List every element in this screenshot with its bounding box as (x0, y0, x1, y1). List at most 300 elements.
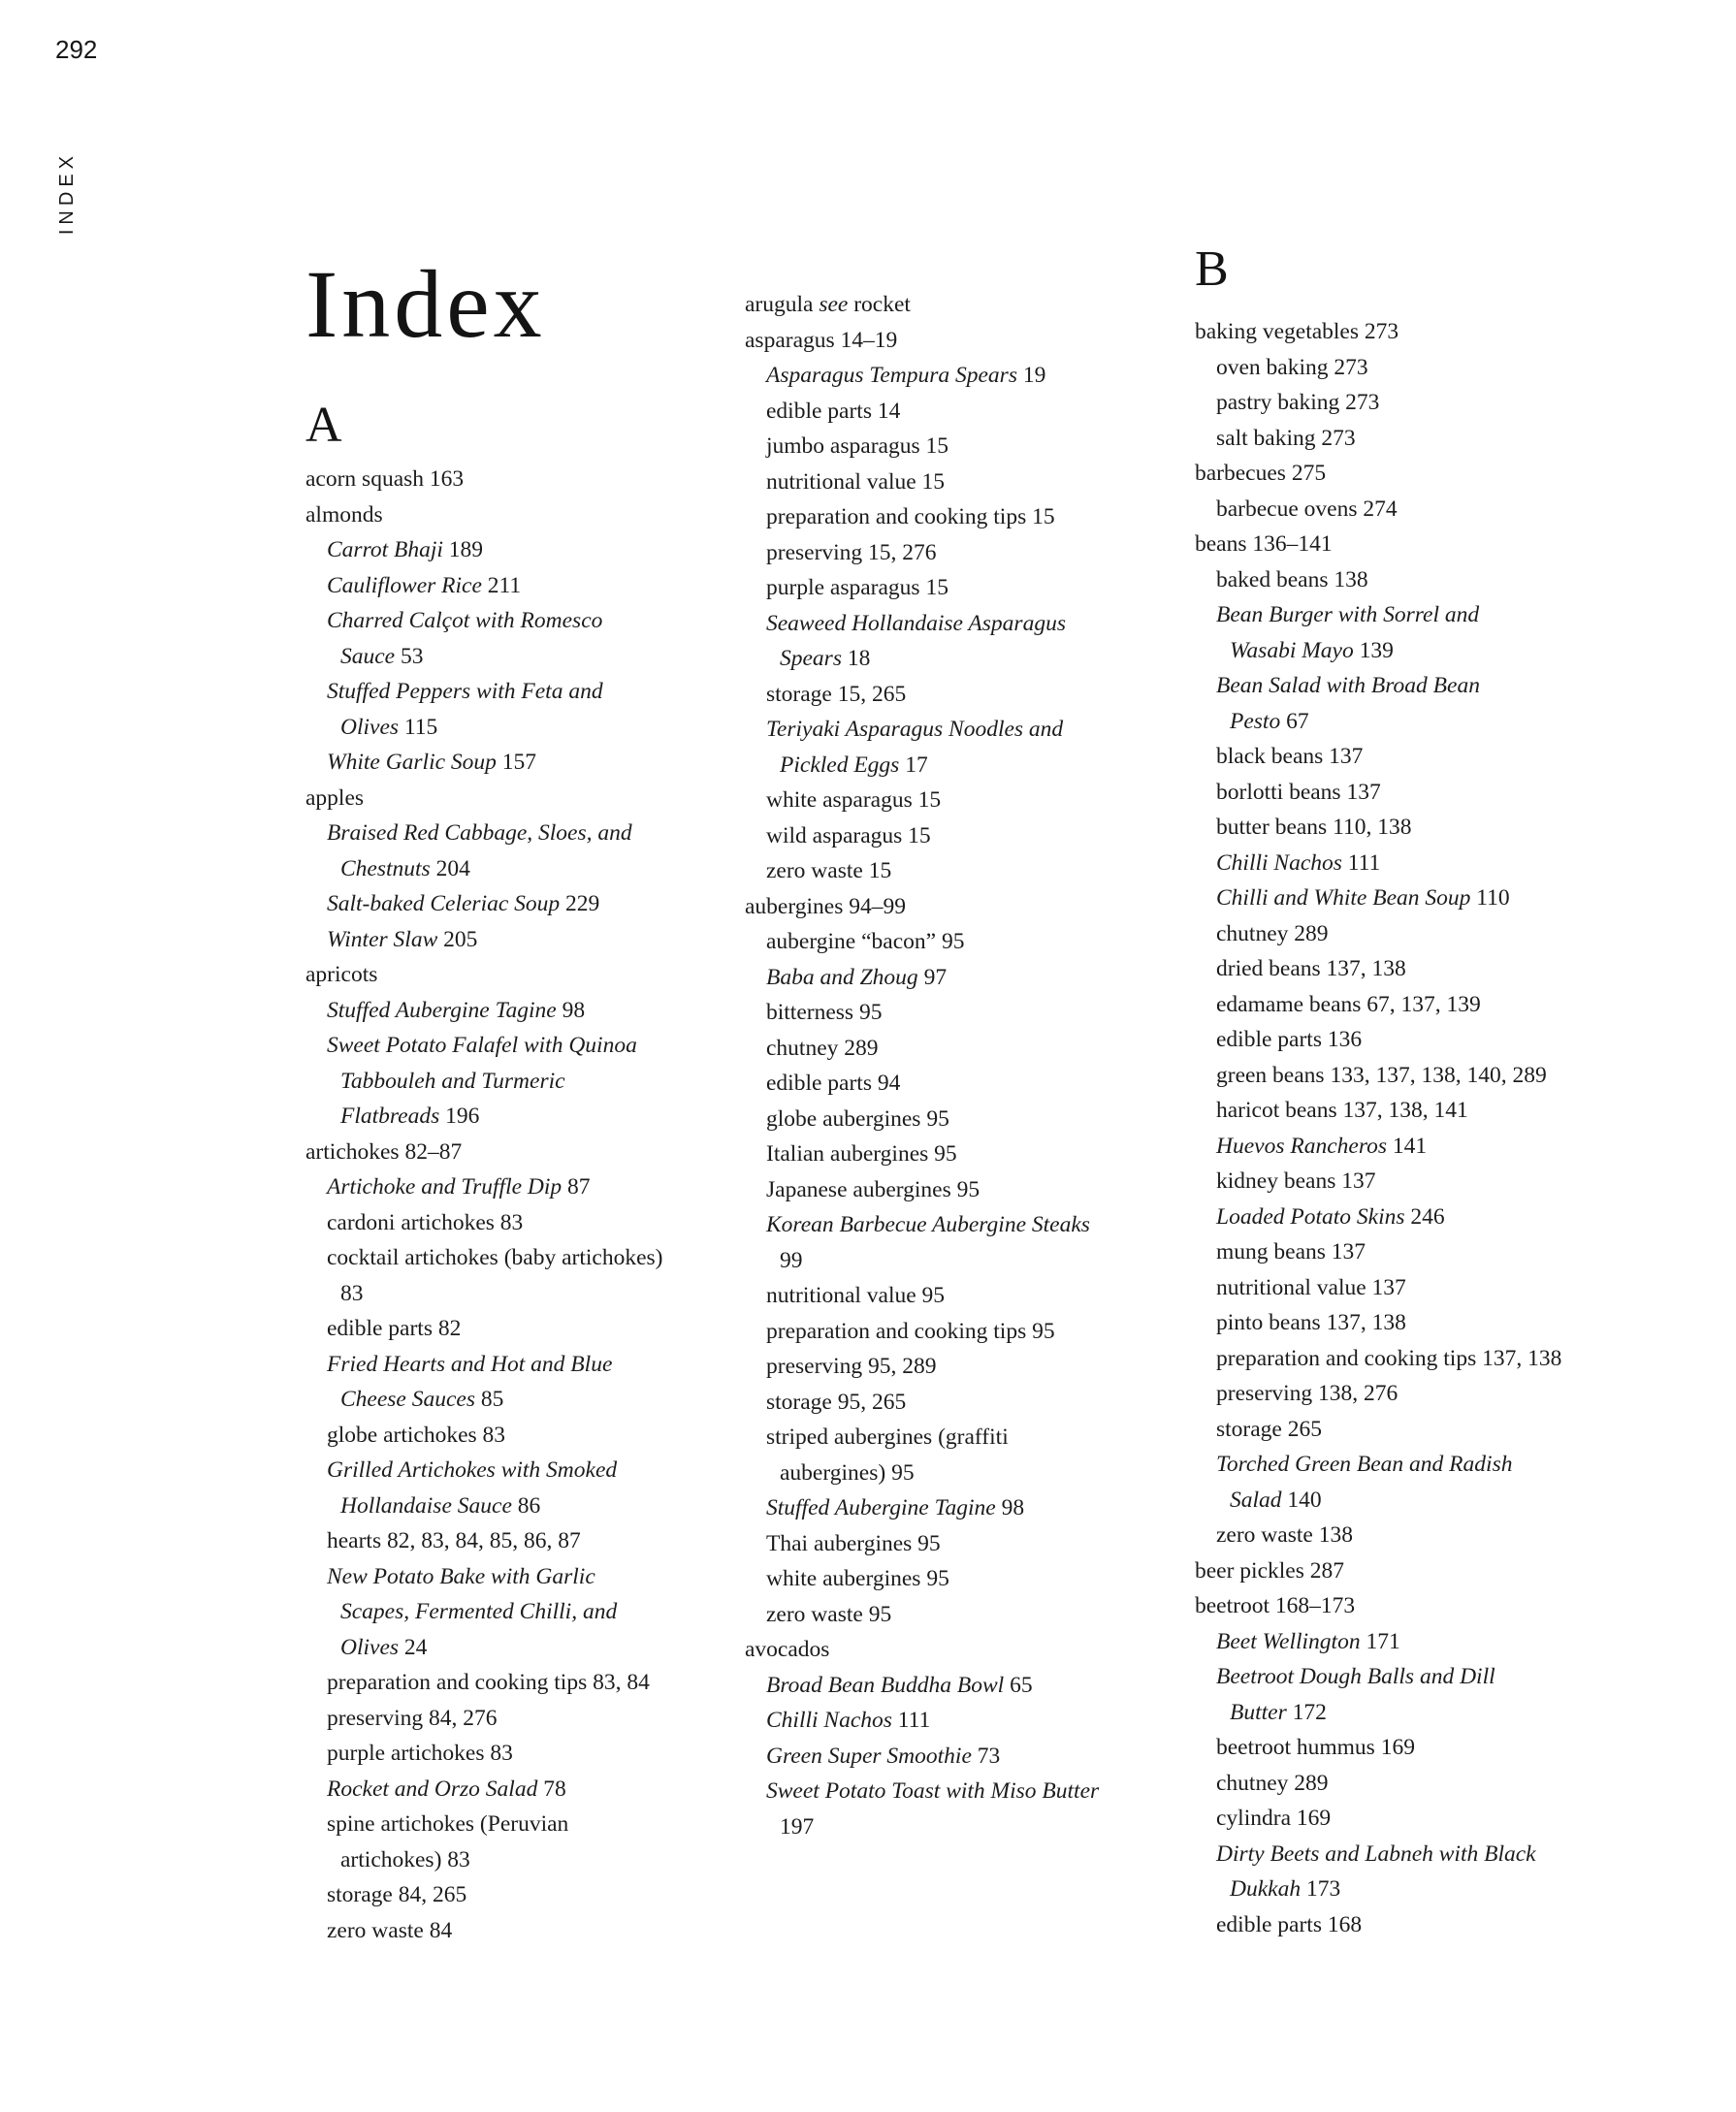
index-entry-line (1195, 1659, 1646, 1695)
entry-text-italic: Torched Green Bean and Radish (1216, 1452, 1513, 1477)
index-entry-line (1195, 492, 1646, 528)
entry-text-italic: Pesto (1230, 708, 1281, 734)
entry-text: avocados (745, 1637, 830, 1662)
entry-text: zero waste 95 (766, 1601, 892, 1627)
entry-text: 171 (1360, 1628, 1400, 1654)
entry-text-italic: Wasabi Mayo (1230, 637, 1354, 663)
index-entry-line (305, 532, 742, 568)
entry-text: preparation and cooking tips 137, 138 (1216, 1345, 1562, 1371)
index-entry-line (1195, 350, 1646, 386)
entry-text: Italian aubergines 95 (766, 1141, 957, 1167)
index-entry-line (745, 1066, 1181, 1102)
index-entry-line (745, 1207, 1181, 1243)
index-entry-line (305, 922, 742, 958)
index-entry-line (1195, 1907, 1646, 1943)
index-entry-line (305, 781, 742, 816)
index-entry-line (1195, 456, 1646, 492)
entry-text-italic: Loaded Potato Skins (1216, 1203, 1405, 1230)
index-entry-line (745, 499, 1181, 535)
index-entry-line (1195, 846, 1646, 881)
index-entry-line (1195, 1588, 1646, 1624)
index-entry-line (305, 639, 742, 675)
index-entry-line (1195, 421, 1646, 457)
index-entry-line (1195, 1058, 1646, 1094)
page-title: Index (305, 250, 546, 358)
index-entry-line (305, 497, 742, 533)
entry-text: storage 95, 265 (766, 1389, 907, 1415)
entry-text: 205 (437, 926, 478, 952)
index-entry-line (745, 712, 1181, 748)
entry-text-italic: Sweet Potato Toast with Miso Butter (766, 1778, 1100, 1804)
index-entry-line (1195, 1801, 1646, 1837)
entry-text: beans 136–141 (1195, 531, 1333, 557)
entry-text: striped aubergines (graffiti (766, 1424, 1009, 1450)
entry-text: 99 (780, 1247, 803, 1273)
index-entry-line (305, 674, 742, 710)
entry-text: zero waste 84 (327, 1917, 453, 1943)
index-entry-line (305, 1488, 742, 1524)
index-entry-line (305, 886, 742, 922)
entry-text: almonds (305, 501, 383, 528)
entry-text: preparation and cooking tips 83, 84 (327, 1670, 650, 1695)
entry-text-italic: Stuffed Aubergine Tagine (327, 997, 557, 1023)
entry-text: 139 (1353, 637, 1394, 663)
index-entry-line (1195, 1624, 1646, 1660)
entry-text: white asparagus 15 (766, 787, 942, 813)
index-entry-line (305, 1382, 742, 1418)
entry-text: jumbo asparagus 15 (766, 433, 948, 459)
index-entry-line (745, 1668, 1181, 1704)
index-entry-line (745, 1703, 1181, 1739)
entry-text: preserving 95, 289 (766, 1354, 937, 1379)
entry-text: haricot beans 137, 138, 141 (1216, 1098, 1468, 1123)
entry-text: 229 (560, 891, 600, 916)
index-entry-line (1195, 1447, 1646, 1483)
index-entry-line (305, 1205, 742, 1241)
index-entry-line (745, 1278, 1181, 1314)
entry-text: 24 (399, 1634, 428, 1660)
index-column-3 (1195, 241, 1646, 1942)
entry-text: cocktail artichokes (baby artichokes) (327, 1245, 663, 1270)
entry-text: 211 (481, 572, 522, 598)
entry-text: globe artichokes 83 (327, 1422, 506, 1448)
index-entry-line (745, 677, 1181, 713)
index-column-2 (745, 287, 1181, 1844)
entry-text: dried beans 137, 138 (1216, 956, 1406, 981)
entry-text: 19 (1016, 363, 1046, 388)
index-entry-line (1195, 633, 1646, 669)
index-entry-line (745, 1172, 1181, 1208)
entry-text-italic: White Garlic Soup (327, 750, 497, 775)
index-entry-line (1195, 597, 1646, 633)
entry-text-italic: Carrot Bhaji (327, 537, 443, 562)
index-entry-line (1195, 951, 1646, 987)
index-entry-line (1195, 1093, 1646, 1129)
entry-text: cardoni artichokes 83 (327, 1209, 524, 1235)
index-entry-line (1195, 1200, 1646, 1235)
section-letter-a: A (305, 398, 342, 453)
index-entry-line (1195, 1518, 1646, 1553)
index-entry-line (1195, 1483, 1646, 1519)
index-entry-line (745, 1739, 1181, 1775)
entry-text-italic: Rocket and Orzo Salad (327, 1776, 538, 1802)
entry-text: edible parts 14 (766, 398, 901, 424)
entry-text-italic: Chestnuts (340, 855, 431, 881)
index-entry-line (745, 818, 1181, 854)
entry-text: kidney beans 137 (1216, 1168, 1376, 1194)
entry-text: mung beans 137 (1216, 1239, 1366, 1264)
index-entry-line (745, 1597, 1181, 1633)
index-entry-line (305, 1877, 742, 1913)
index-entry-line (1195, 987, 1646, 1023)
index-entry-line (745, 1136, 1181, 1172)
entry-text: white aubergines 95 (766, 1566, 949, 1591)
index-entry-line (745, 960, 1181, 996)
entry-text-italic: Beetroot Dough Balls and Dill (1216, 1664, 1495, 1689)
entry-text-italic: Dirty Beets and Labneh with Black (1216, 1840, 1536, 1867)
entry-text: 204 (430, 855, 470, 881)
index-entry-line (305, 1418, 742, 1454)
index-entry-line (305, 1772, 742, 1808)
entry-text-italic: Teriyaki Asparagus Noodles and (766, 717, 1064, 742)
entry-text: black beans 137 (1216, 744, 1364, 769)
index-entry-line (305, 1169, 742, 1205)
entry-text: nutritional value 15 (766, 468, 946, 495)
entry-text: pinto beans 137, 138 (1216, 1310, 1406, 1335)
entry-text: 78 (537, 1776, 566, 1802)
entry-text: rocket (848, 292, 911, 317)
index-entry-line (305, 1559, 742, 1595)
entry-text: pastry baking 273 (1216, 390, 1380, 415)
index-entry-line (305, 1594, 742, 1630)
entry-text-italic: Asparagus Tempura Spears (766, 363, 1017, 388)
entry-text: 85 (475, 1387, 504, 1412)
index-entry-line (745, 853, 1181, 889)
index-entry-line (745, 535, 1181, 571)
entry-text: hearts 82, 83, 84, 85, 86, 87 (327, 1528, 581, 1553)
entry-text-italic: Fried Hearts and Hot and Blue (327, 1351, 613, 1377)
entry-text-italic: Chilli Nachos (766, 1708, 892, 1733)
entry-text: wild asparagus 15 (766, 822, 931, 848)
entry-text: 172 (1286, 1699, 1327, 1725)
entry-text: Japanese aubergines 95 (766, 1176, 981, 1202)
index-entry-line (745, 287, 1181, 323)
index-entry-line (305, 957, 742, 993)
entry-text-italic: Dukkah (1230, 1876, 1302, 1902)
entry-text: purple artichokes 83 (327, 1741, 513, 1766)
entry-text-italic: Hollandaise Sauce (340, 1492, 512, 1519)
entry-text-italic: Olives (340, 714, 400, 740)
entry-text: storage 84, 265 (327, 1882, 467, 1907)
index-entry-line (745, 1031, 1181, 1067)
entry-text: apples (305, 784, 365, 811)
index-entry-line (745, 889, 1181, 925)
index-entry-line (305, 1311, 742, 1347)
entry-text: aubergines) 95 (780, 1459, 915, 1486)
entry-text: oven baking 273 (1216, 354, 1368, 380)
index-entry-line (305, 1842, 742, 1878)
entry-text: storage 15, 265 (766, 681, 907, 707)
index-entry-line (745, 1314, 1181, 1350)
index-entry-line (305, 1701, 742, 1737)
index-entry-line (1195, 1376, 1646, 1412)
entry-text: preserving 138, 276 (1216, 1381, 1398, 1406)
index-entry-line (1195, 668, 1646, 704)
index-entry-line (305, 1347, 742, 1383)
entry-text-italic: Seaweed Hollandaise Asparagus (766, 610, 1066, 636)
index-entry-line (1195, 562, 1646, 598)
index-entry-line (1195, 1730, 1646, 1766)
index-entry-line (1195, 1553, 1646, 1589)
entry-text: arugula (745, 292, 820, 317)
entry-text: 111 (891, 1708, 931, 1733)
entry-text: 173 (1301, 1876, 1341, 1902)
index-entry-line (745, 358, 1181, 394)
entry-text-italic: Chilli Nachos (1216, 849, 1342, 876)
entry-text: 87 (562, 1174, 591, 1200)
entry-text: chutney 289 (1216, 1770, 1329, 1796)
entry-text: preparation and cooking tips 95 (766, 1318, 1055, 1344)
entry-text: 73 (971, 1743, 1001, 1769)
entry-text: 140 (1281, 1487, 1322, 1513)
entry-text-italic: Bean Burger with Sorrel and (1216, 602, 1480, 627)
index-entry-line (745, 1349, 1181, 1385)
index-entry-line (305, 851, 742, 887)
entry-text: 115 (399, 714, 438, 740)
entry-text: 141 (1387, 1133, 1428, 1159)
entry-text: nutritional value 95 (766, 1283, 946, 1308)
entry-text-italic: Flatbreads (340, 1104, 440, 1129)
index-entry-line (305, 1523, 742, 1559)
entry-text-italic: Salt-baked Celeriac Soup (327, 891, 561, 916)
index-entry-line (305, 993, 742, 1029)
entry-text-italic: Sauce (340, 643, 396, 669)
entry-text-italic: Butter (1230, 1699, 1287, 1725)
entry-text: butter beans 110, 138 (1216, 815, 1412, 840)
index-entry-line (745, 1526, 1181, 1562)
index-entry-line (745, 570, 1181, 606)
entry-text-italic: Chilli and White Bean Soup (1216, 885, 1471, 911)
entry-text: salt baking 273 (1216, 425, 1356, 451)
entry-text-italic: Spears (780, 646, 842, 671)
index-entry-line (1195, 1234, 1646, 1270)
index-entry-line (745, 641, 1181, 677)
entry-text: artichokes 82–87 (305, 1138, 463, 1165)
entry-text: beetroot 168–173 (1195, 1593, 1356, 1618)
entry-text-italic: Cauliflower Rice (327, 572, 482, 598)
index-entry-line (305, 1099, 742, 1135)
entry-text: storage 265 (1216, 1416, 1322, 1442)
index-column-1 (305, 250, 742, 1948)
entry-text-italic: Charred Calçot with Romesco (327, 608, 603, 633)
entry-text-italic: New Potato Bake with Garlic (327, 1563, 595, 1589)
index-entry-line (305, 745, 742, 781)
entry-text-italic: Scapes, Fermented Chilli, and (340, 1599, 618, 1624)
entry-text-italic: Salad (1230, 1487, 1282, 1513)
entry-text: preserving 15, 276 (766, 539, 937, 565)
entry-text: green beans 133, 137, 138, 140, 289 (1216, 1062, 1547, 1088)
entry-text: preparation and cooking tips 15 (766, 504, 1055, 529)
entry-text: 53 (395, 643, 424, 669)
page-number: 292 (55, 35, 98, 64)
index-entry-line (745, 1809, 1181, 1845)
entry-text-italic: Stuffed Aubergine Tagine (766, 1495, 996, 1520)
entry-text: acorn squash 163 (305, 466, 465, 492)
entry-text: 98 (556, 997, 586, 1023)
entry-text-italic: Braised Red Cabbage, Sloes, and (327, 820, 632, 846)
entry-text: 157 (496, 750, 537, 775)
entry-text: spine artichokes (Peruvian (327, 1811, 569, 1837)
index-entry-line (745, 995, 1181, 1031)
entry-text-italic: Broad Bean Buddha Bowl (766, 1672, 1005, 1698)
entries-col-1 (305, 462, 742, 1948)
index-entry-line (1195, 916, 1646, 952)
entry-text: baked beans 138 (1216, 566, 1368, 592)
index-entry-line (305, 1453, 742, 1488)
index-entry-line (305, 1135, 742, 1170)
index-entry-line (305, 1807, 742, 1842)
entry-text: edible parts 82 (327, 1316, 462, 1341)
index-entry-line (1195, 704, 1646, 740)
index-entry-line (1195, 1305, 1646, 1341)
entry-text-italic: Korean Barbecue Aubergine Steaks (766, 1212, 1090, 1237)
index-entry-line (1195, 1412, 1646, 1448)
entry-text: baking vegetables 273 (1195, 319, 1399, 344)
entry-text: cylindra 169 (1216, 1806, 1332, 1831)
entry-text: edible parts 94 (766, 1071, 901, 1096)
entry-text: 246 (1404, 1203, 1445, 1230)
section-letter-b: B (1195, 241, 1229, 297)
entry-text: zero waste 138 (1216, 1522, 1353, 1548)
entries-col-3 (1195, 314, 1646, 1942)
index-side-label: INDEX (56, 151, 78, 236)
entry-text: 83 (340, 1280, 364, 1306)
index-entry-line (745, 1561, 1181, 1597)
index-entry-line (745, 394, 1181, 430)
index-entry-line (305, 1913, 742, 1949)
entry-text-italic: Olives (340, 1634, 400, 1660)
index-entry-line (745, 924, 1181, 960)
index-entry-line (745, 1456, 1181, 1491)
entry-text: borlotti beans 137 (1216, 779, 1381, 805)
entry-text: 197 (780, 1813, 815, 1840)
entry-text: edible parts 136 (1216, 1027, 1363, 1052)
entry-text-italic: Tabbouleh and Turmeric (340, 1068, 565, 1094)
entry-text: zero waste 15 (766, 858, 892, 883)
entry-text: 65 (1004, 1672, 1033, 1698)
index-entry-line (305, 568, 742, 604)
index-entry-line (1195, 1270, 1646, 1306)
entry-text: apricots (305, 962, 378, 987)
index-entry-line (305, 1276, 742, 1312)
entry-text: 110 (1470, 885, 1510, 911)
index-entry-line (745, 1102, 1181, 1137)
entry-text: barbecue ovens 274 (1216, 496, 1398, 522)
index-entry-line (745, 606, 1181, 642)
index-entry-line (745, 429, 1181, 464)
index-entry-line (745, 1632, 1181, 1668)
entry-text-italic: Artichoke and Truffle Dip (327, 1174, 563, 1200)
index-entry-line (305, 603, 742, 639)
entry-text-italic: Grilled Artichokes with Smoked (327, 1457, 618, 1483)
index-entry-line (1195, 880, 1646, 916)
index-entry-line (1195, 1872, 1646, 1907)
entries-col-2 (745, 287, 1181, 1844)
entry-text: globe aubergines 95 (766, 1105, 949, 1132)
entry-text: barbecues 275 (1195, 461, 1327, 486)
entry-text: edamame beans 67, 137, 139 (1216, 991, 1481, 1017)
entry-text-italic: Cheese Sauces (340, 1387, 475, 1412)
index-entry-line (745, 1774, 1181, 1809)
entry-text-italic: Green Super Smoothie (766, 1743, 972, 1769)
index-entry-line (745, 1385, 1181, 1421)
entry-text: 86 (511, 1492, 541, 1519)
entry-text-italic: Huevos Rancheros (1216, 1133, 1387, 1159)
entry-text: edible parts 168 (1216, 1911, 1363, 1937)
index-entry-line (1195, 527, 1646, 562)
entry-text: chutney 289 (766, 1035, 879, 1061)
entry-text: 196 (439, 1104, 480, 1129)
entry-text: bitterness 95 (766, 1000, 883, 1025)
index-entry-line (1195, 1695, 1646, 1731)
index-entry-line (305, 1028, 742, 1064)
index-entry-line (1195, 1129, 1646, 1165)
index-entry-line (305, 1240, 742, 1276)
index-entry-line (1195, 314, 1646, 350)
index-entry-line (745, 464, 1181, 500)
index-entry-line (745, 1243, 1181, 1279)
entry-text-italic: Bean Salad with Broad Bean (1216, 673, 1480, 698)
index-entry-line (1195, 1766, 1646, 1802)
entry-text: aubergine “bacon” 95 (766, 929, 965, 954)
entry-text: preserving 84, 276 (327, 1705, 498, 1731)
entry-text-italic: Beet Wellington (1216, 1628, 1361, 1654)
entry-text-italic: Winter Slaw (327, 926, 438, 952)
index-entry-line (1195, 739, 1646, 775)
index-entry-line (305, 1736, 742, 1772)
entry-text: 18 (841, 646, 871, 671)
entry-text: artichokes) 83 (340, 1846, 470, 1872)
index-entry-line (1195, 385, 1646, 421)
entry-text: 189 (442, 537, 484, 562)
index-entry-line (305, 1665, 742, 1701)
index-entry-line (305, 1064, 742, 1100)
index-entry-line (745, 1490, 1181, 1526)
index-entry-line (1195, 775, 1646, 811)
entry-text: chutney 289 (1216, 920, 1329, 946)
entry-text-italic: Pickled Eggs (780, 752, 900, 778)
entry-text: 17 (899, 752, 928, 778)
entry-text: Thai aubergines 95 (766, 1530, 941, 1556)
entry-text: purple asparagus 15 (766, 575, 948, 600)
entry-text: 111 (1341, 849, 1381, 876)
entry-text: nutritional value 137 (1216, 1274, 1406, 1300)
entry-text: beetroot hummus 169 (1216, 1735, 1415, 1760)
index-entry-line (1195, 1164, 1646, 1200)
index-entry-line (1195, 1341, 1646, 1377)
entry-text: aubergines 94–99 (745, 893, 906, 919)
index-entry-line (1195, 1837, 1646, 1872)
entry-text-italic: see (819, 292, 849, 317)
entry-text: 98 (995, 1495, 1025, 1520)
index-entry-line (745, 748, 1181, 784)
entry-text: 97 (917, 964, 948, 990)
index-entry-line (1195, 1022, 1646, 1058)
entry-text: beer pickles 287 (1195, 1557, 1345, 1584)
index-entry-line (305, 710, 742, 746)
entry-text: asparagus 14–19 (745, 327, 898, 353)
index-entry-line (745, 783, 1181, 818)
